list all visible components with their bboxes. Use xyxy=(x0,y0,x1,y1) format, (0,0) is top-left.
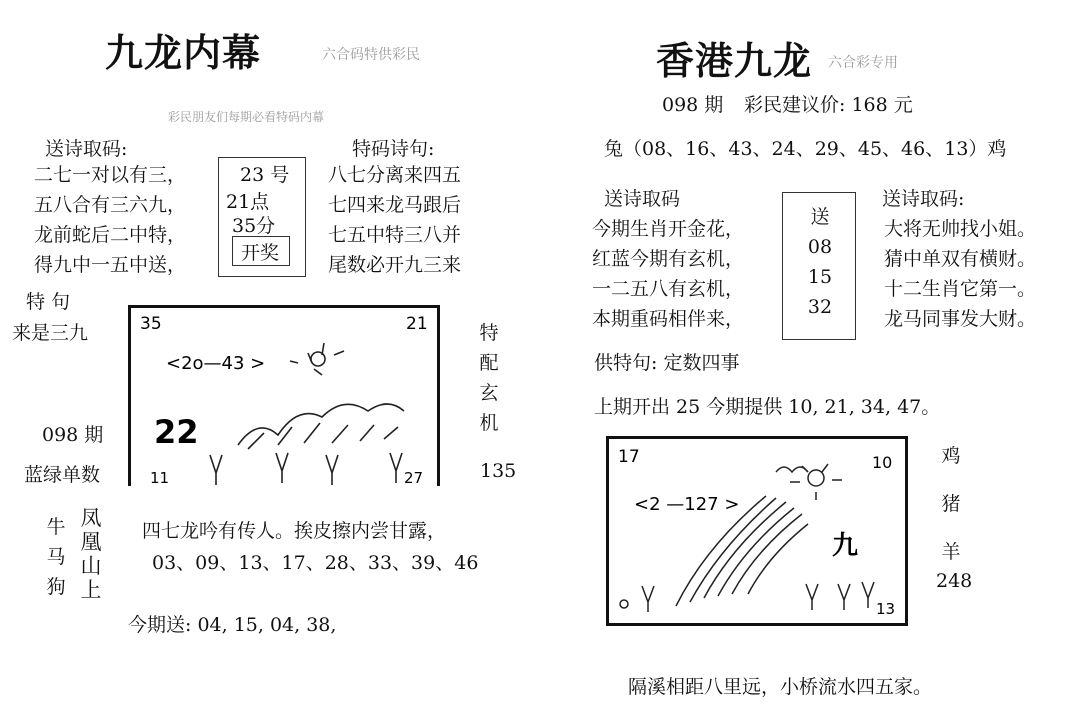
sketch-arrow-text: <2 —127 > xyxy=(634,494,740,515)
sketch-corner-tr: 10 xyxy=(872,453,893,472)
zodiac-mid xyxy=(80,506,102,602)
zodiac-char: 鸡 xyxy=(941,445,961,467)
poem-line: 猜中单双有横财。 xyxy=(884,248,1037,270)
special-line: 八七分离来四五 xyxy=(328,164,462,186)
poem-line: 今期生肖开金花， xyxy=(592,218,745,240)
left-issue: 098 期 xyxy=(42,424,104,446)
poem-line: 红蓝今期有玄机， xyxy=(592,248,745,270)
left-faint-line: 彩民朋友们每期必看特码内幕 xyxy=(168,110,325,124)
sketch-char: 九 xyxy=(832,531,859,561)
poem-line: 大将无帅找小姐。 xyxy=(884,218,1037,240)
poem-line: 五八合有三六九， xyxy=(34,194,187,216)
poem-line: 龙马同事发大财。 xyxy=(884,308,1037,330)
draw-number: 23 号 xyxy=(240,164,290,186)
sketch-corner-tl: 17 xyxy=(618,447,640,467)
zodiac-char: 上 xyxy=(80,578,102,602)
right-issue: 098 期 xyxy=(662,94,724,116)
sketch-corner-tr: 21 xyxy=(406,314,428,334)
poem-line: 得九中一五中送， xyxy=(34,254,187,276)
send-number-list xyxy=(800,202,840,322)
send-line: 今期送: 04, 15, 04, 38, xyxy=(128,614,337,636)
zodiac-char: 凰 xyxy=(80,530,102,554)
colour-hint: 蓝绿单数 xyxy=(24,464,101,486)
poem-line: 一二五八有玄机， xyxy=(592,278,745,300)
zodiac-char: 山 xyxy=(80,554,102,578)
left-poem-heading: 送诗取码: xyxy=(45,138,128,160)
left-verse: 四七龙吟有传人。挨皮擦内尝甘露， xyxy=(142,520,447,542)
zodiac-char: 牛 xyxy=(46,516,66,538)
right-side-number: 248 xyxy=(936,570,973,592)
right-faint-subtitle: 六合彩专用 xyxy=(828,55,898,71)
zodiac-char: 羊 xyxy=(941,541,961,563)
sketch-big-number: 22 xyxy=(154,413,199,451)
hint-text: 来是三九 xyxy=(12,322,89,344)
hint-heading: 特 句 xyxy=(26,291,71,313)
poem-line: 二七一对以有三， xyxy=(34,164,187,186)
vertical-char: 玄 xyxy=(479,382,499,404)
zodiac-char: 凤 xyxy=(80,506,102,530)
left-numbers: 03、09、13、17、28、33、39、46 xyxy=(152,552,479,574)
sketch-corner-br: 13 xyxy=(876,600,896,618)
right-sketch xyxy=(606,436,908,626)
right-poem-right xyxy=(884,214,1036,334)
special-poem xyxy=(328,160,461,280)
draw-label: 开奖 xyxy=(241,242,280,264)
side-zodiac xyxy=(940,432,962,576)
special-line: 尾数必开九三来 xyxy=(328,254,462,276)
right-poem-left xyxy=(592,214,744,334)
left-side-number: 135 xyxy=(480,460,517,482)
zodiac-char: 马 xyxy=(46,546,66,568)
right-number-line: 兔（08、16、43、24、29、45、46、13）鸡 xyxy=(604,138,1007,160)
zodiac-left xyxy=(45,512,67,602)
right-price: 彩民建议价: 168 元 xyxy=(744,94,913,116)
send-item: 15 xyxy=(807,266,833,288)
right-footer: 隔溪相距八里远，小桥流水四五家。 xyxy=(628,676,933,698)
draw-time-minute: 35分 xyxy=(232,215,276,237)
left-sketch xyxy=(128,305,440,490)
send-item: 送 xyxy=(810,206,830,228)
draw-time-hour: 21点 xyxy=(226,191,270,213)
right-poem-heading-right: 送诗取码: xyxy=(882,188,965,210)
left-faint-subtitle: 六合码特供彩民 xyxy=(322,47,420,63)
last-draw-line: 上期开出 25 今期提供 10, 21, 34, 47。 xyxy=(594,396,941,418)
poem-line: 十二生肖它第一。 xyxy=(884,278,1037,300)
send-item: 08 xyxy=(807,236,833,258)
send-item: 32 xyxy=(807,296,833,318)
zodiac-char: 猪 xyxy=(941,493,961,515)
left-poem xyxy=(34,160,186,280)
special-phrase: 供特句: 定数四事 xyxy=(594,352,740,374)
zodiac-char: 狗 xyxy=(46,576,66,598)
sketch-corner-br: 27 xyxy=(404,469,424,487)
right-poem-heading-left: 送诗取码 xyxy=(604,188,681,210)
right-title: 香港九龙 xyxy=(656,38,813,83)
vertical-char: 特 xyxy=(479,322,499,344)
sketch-corner-bl: 11 xyxy=(150,469,170,487)
poem-line: 龙前蛇后二中特， xyxy=(34,224,187,246)
special-line: 七四来龙马跟后 xyxy=(328,194,462,216)
left-title: 九龙内幕 xyxy=(105,30,262,75)
sketch-corner-tl: 35 xyxy=(140,314,162,334)
right-vertical-hint xyxy=(478,318,500,438)
vertical-char: 配 xyxy=(479,352,499,374)
special-heading: 特码诗句: xyxy=(352,138,435,160)
sketch-arrow-text: <2o—43 > xyxy=(166,353,266,374)
vertical-char: 机 xyxy=(479,412,499,434)
special-line: 七五中特三八并 xyxy=(328,224,462,246)
poem-line: 本期重码相伴来， xyxy=(592,308,745,330)
